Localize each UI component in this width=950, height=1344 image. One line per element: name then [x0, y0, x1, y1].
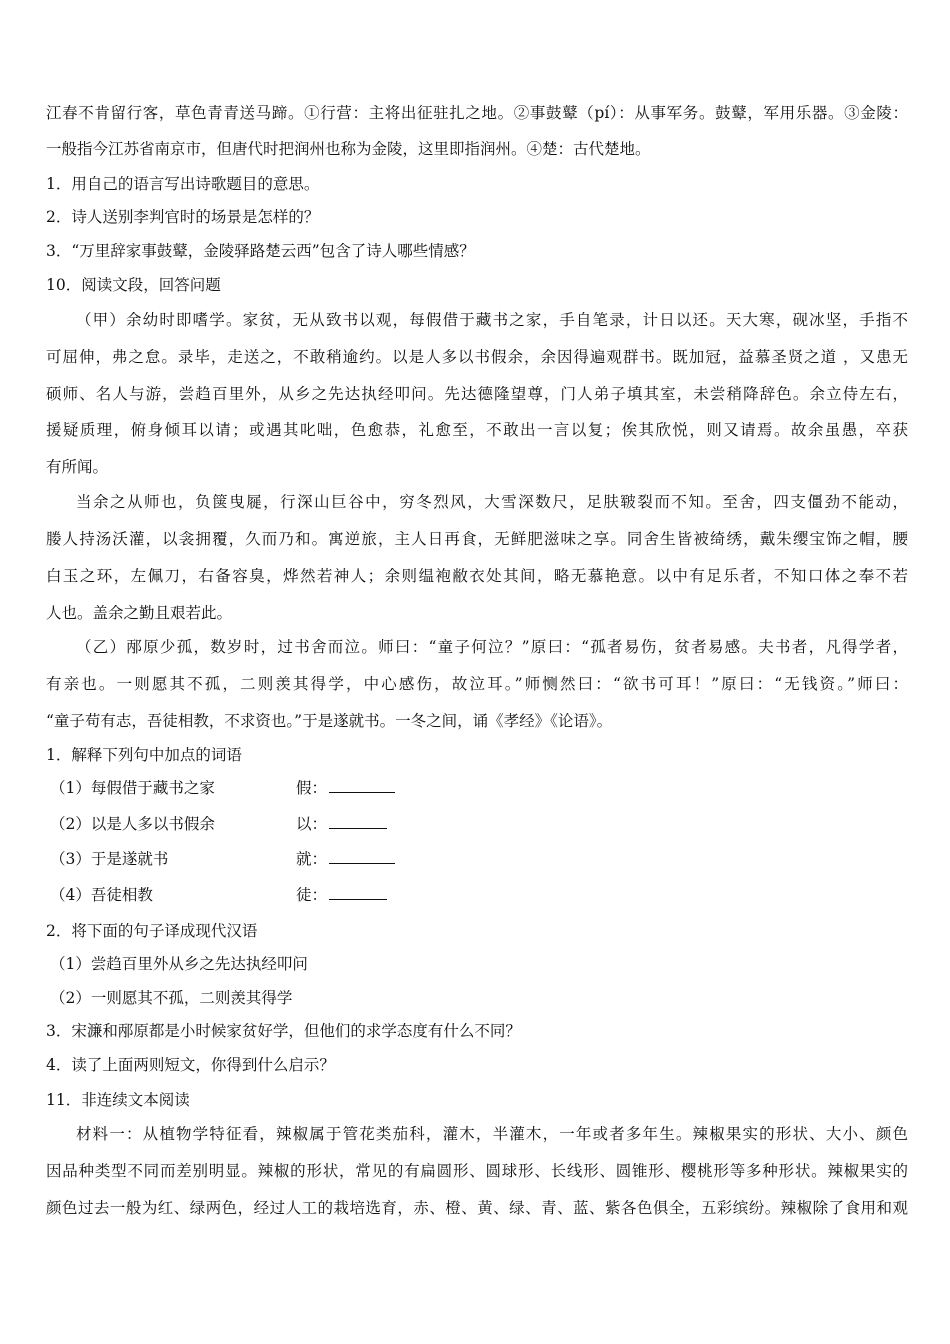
q9-subquestion: 2．诗人送别李判官时的场景是怎样的？ [46, 208, 320, 226]
passage-jia2-line: 当余之从师也，负箧曳屣，行深山巨谷中，穷冬烈风，大雪深数尺，足肤皲裂而不知。至舍，四支僵劲不能动， [76, 493, 908, 511]
gloss-word: 就： [296, 848, 395, 870]
answer-blank[interactable] [329, 778, 395, 793]
gloss-item [50, 884, 912, 906]
passage-jia-line: 硕师、名人与游，尝趋百里外，从乡之先达执经叩问。先达德隆望尊，门人弟子填其室，未尝稍降辞色。余立侍左右， [46, 385, 908, 403]
answer-blank[interactable] [329, 849, 395, 864]
passage-yi-line: “童子苟有志，吾徒相教，不求资也。”于是遂就书。一冬之间，诵《孝经》《论语》。 [46, 712, 613, 730]
q9-subquestion: 1．用自己的语言写出诗歌题目的意思。 [46, 175, 320, 193]
gloss-sentence: （4）吾徒相教 [50, 886, 153, 904]
q10-title: 10．阅读文段，回答问题 [46, 276, 221, 294]
gloss-word: 以： [296, 813, 387, 835]
q10-sub2-title: 2．将下面的句子译成现代汉语 [46, 922, 258, 940]
q10-sub3: 3．宋濂和邴原都是小时候家贫好学，但他们的求学态度有什么不同？ [46, 1022, 521, 1040]
gloss-item [50, 777, 912, 799]
material-line: 颜色过去一般为红、绿两色，经过人工的栽培选育，赤、橙、黄、绿、青、蓝、紫各色俱全，五彩缤纷。辣椒除了食用和观 [46, 1199, 908, 1217]
q10-sub1-title: 1．解释下列句中加点的词语 [46, 746, 242, 764]
passage-jia2-line: 人也。盖余之勤且艰若此。 [46, 604, 233, 622]
passage-jia-line: 援疑质理，俯身倾耳以请；或遇其叱咄，色愈恭，礼愈至，不敢出一言以复；俟其欣悦，则又请焉。故余虽愚，卒获 [46, 421, 908, 439]
passage-jia2-line: 媵人持汤沃灌，以衾拥覆，久而乃和。寓逆旅，主人日再食，无鲜肥滋味之享。同舍生皆被绮绣，戴朱缨宝饰之帽，腰 [46, 530, 908, 548]
passage-jia2-line: 白玉之环，左佩刀，右备容臭，烨然若神人；余则缊袍敝衣处其间，略无慕艳意。以中有足乐者，不知口体之奉不若 [46, 567, 908, 585]
gloss-sentence: （2）以是人多以书假余 [50, 815, 215, 833]
material-line: 材料一：从植物学特征看，辣椒属于管花类茄科，灌木，半灌木，一年或者多年生。辣椒果实的形状、大小、颜色 [76, 1125, 908, 1143]
translate-item: （1）尝趋百里外从乡之先达执经叩问 [50, 955, 308, 973]
passage-jia-line: 可屈伸，弗之怠。录毕，走送之，不敢稍逾约。以是人多以书假余，余因得遍观群书。既加冠，益慕圣贤之道 ，又患无 [46, 348, 908, 366]
passage-yi-line: （乙）邴原少孤，数岁时，过书舍而泣。师曰：“童子何泣？”原曰：“孤者易伤，贫者易感。夫书者，凡得学者， [76, 638, 908, 656]
q10-sub4: 4．读了上面两则短文，你得到什么启示？ [46, 1056, 335, 1074]
q9-subquestion: 3．“万里辞家事鼓鼙，金陵驿路楚云西”包含了诗人哪些情感？ [46, 242, 475, 260]
gloss-item [50, 813, 912, 835]
gloss-word: 假： [296, 777, 395, 799]
gloss-sentence: （3）于是遂就书 [50, 850, 169, 868]
answer-blank[interactable] [329, 814, 387, 829]
gloss-sentence: （1）每假借于藏书之家 [50, 779, 215, 797]
gloss-word: 徒： [296, 884, 387, 906]
passage-yi-line: 有亲也。一则愿其不孤，二则羡其得学，中心感伤，故泣耳。”师恻然曰：“欲书可耳！”原曰：“无钱资。”师曰： [46, 675, 908, 693]
intro-line: 一般指今江苏省南京市，但唐代时把润州也称为金陵，这里即指润州。④楚：古代楚地。 [46, 140, 651, 158]
answer-blank[interactable] [329, 885, 387, 900]
passage-jia-line: （甲）余幼时即嗜学。家贫，无从致书以观，每假借于藏书之家，手自笔录，计日以还。天大寒，砚冰坚，手指不 [76, 311, 908, 329]
gloss-item [50, 848, 912, 870]
q11-title: 11．非连续文本阅读 [46, 1091, 190, 1109]
material-line: 因品种类型不同而差别明显。辣椒的形状，常见的有扁圆形、圆球形、长线形、圆锥形、樱桃形等多种形状。辣椒果实的 [46, 1162, 908, 1180]
intro-line: 江春不肯留行客，草色青青送马蹄。①行营：主将出征驻扎之地。②事鼓鼙（pí）：从事军务。鼓鼙，军用乐器。③金陵： [46, 104, 908, 122]
translate-item: （2）一则愿其不孤，二则羡其得学 [50, 989, 293, 1007]
passage-jia-line: 有所闻。 [46, 458, 109, 476]
